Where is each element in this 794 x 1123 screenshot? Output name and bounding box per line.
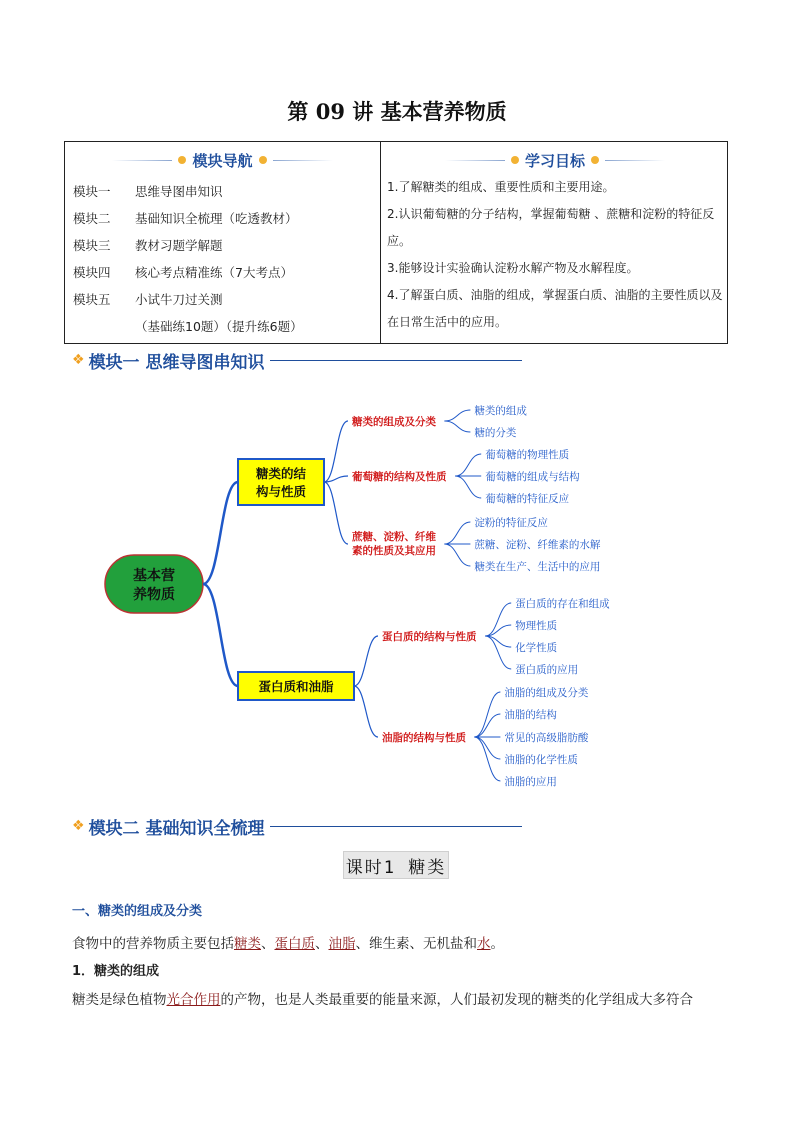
connector-line	[324, 482, 348, 544]
connector-line	[444, 421, 470, 432]
goals-list	[387, 174, 723, 336]
connector-line	[474, 714, 500, 737]
dot-icon	[259, 156, 267, 164]
leaf-label: 糖的分类	[474, 427, 517, 439]
leaf-label: 蛋白质的应用	[515, 664, 579, 676]
leaf-label: 常见的高级脂肪酸	[504, 732, 589, 744]
sub-label: 葡萄糖的结构及性质	[352, 471, 447, 483]
leaf-label: 葡萄糖的组成与结构	[485, 471, 580, 483]
heading-line	[445, 160, 505, 161]
dot-icon	[511, 156, 519, 164]
leaf-label: 葡萄糖的物理性质	[485, 449, 570, 461]
branch-label: 构与性质	[255, 484, 307, 499]
leaf-label: 物理性质	[515, 620, 558, 632]
sub-label: 糖类的组成及分类	[352, 416, 436, 428]
section-2-header	[72, 814, 522, 838]
nav-item: 模块四 核心考点精准练（7大考点）	[73, 265, 293, 280]
section-1-title: 模块一 思维导图串知识	[88, 352, 265, 373]
connector-line	[444, 544, 470, 566]
branch-label: 蛋白质和油脂	[258, 679, 334, 694]
leaf-label: 糖类的组成	[474, 405, 527, 417]
leaf-label: 油脂的应用	[504, 776, 557, 788]
leaf-label: 淀粉的特征反应	[474, 517, 548, 529]
connector-line	[474, 737, 500, 781]
section-2-title: 模块二 基础知识全梳理	[88, 818, 265, 839]
goals-heading-text: 学习目标	[524, 151, 585, 170]
leaf-label: 化学性质	[515, 642, 558, 654]
nav-item: 模块五 小试牛刀过关测	[73, 292, 223, 307]
connector-line	[444, 410, 470, 421]
heading-sugar-composition: 1．糖类的组成	[72, 964, 160, 979]
sub-label: 素的性质及其应用	[352, 545, 436, 557]
heading-line	[112, 160, 172, 161]
leaf-label: 蔗糖、淀粉、纤维素的水解	[474, 539, 601, 551]
lesson-label: 课时1 糖类	[343, 851, 449, 879]
leaf-label: 油脂的化学性质	[504, 754, 578, 766]
dot-icon	[591, 156, 599, 164]
nav-heading-text: 模块导航	[192, 151, 253, 170]
page-title: 第 09 讲 基本营养物质	[287, 99, 507, 124]
heading-composition-classification: 一、糖类的组成及分类	[72, 904, 203, 919]
connector-line	[203, 584, 238, 686]
sub-label: 蛋白质的结构与性质	[382, 631, 477, 643]
connector-line	[354, 636, 378, 686]
heading-line	[273, 160, 333, 161]
mind-map	[72, 382, 650, 802]
section-1-header	[72, 348, 522, 372]
connector-line	[474, 737, 500, 759]
nav-item: 模块三 教材习题学解题	[73, 238, 223, 253]
leaf-label: 蛋白质的存在和组成	[515, 598, 610, 610]
goal-item: 4.了解蛋白质、油脂的组成，掌握蛋白质、油脂的主要性质以及在日常生活中的应用。	[387, 288, 723, 329]
root-label: 基本营	[133, 568, 175, 584]
connector-line	[455, 476, 481, 498]
heading-line	[605, 160, 665, 161]
overview-table	[64, 141, 728, 344]
sub-label: 油脂的结构与性质	[382, 732, 466, 744]
connector-line	[444, 522, 470, 544]
leaf-label: 糖类在生产、生活中的应用	[474, 561, 601, 573]
goals-heading	[381, 148, 729, 172]
nav-item: 模块二 基础知识全梳理（吃透教材）	[73, 211, 298, 226]
nav-heading	[65, 148, 380, 172]
connector-line	[354, 686, 378, 737]
connector-line	[203, 482, 238, 584]
branch-label: 糖类的结	[255, 466, 307, 481]
dot-icon	[178, 156, 186, 164]
table-divider	[380, 142, 381, 343]
section-rule	[270, 826, 522, 827]
root-node	[105, 555, 203, 613]
goal-item: 1.了解糖类的组成、重要性质和主要用途。	[387, 180, 615, 194]
diamond-icon: ❖	[72, 818, 85, 834]
diamond-icon: ❖	[72, 352, 85, 368]
paragraph-sugar: 糖类是绿色植物光合作用的产物，也是人类最重要的能量来源，人们最初发现的糖类的化学组成大多符合	[72, 992, 693, 1008]
nav-item: （基础练10题）（提升练6题）	[135, 319, 303, 334]
paragraph-nutrients: 食物中的营养物质主要包括糖类、蛋白质、油脂、维生素、无机盐和水。	[72, 936, 504, 952]
goal-item: 2.认识葡萄糖的分子结构，掌握葡萄糖 、蔗糖和淀粉的特征反应。	[387, 207, 715, 248]
leaf-label: 葡萄糖的特征反应	[485, 493, 570, 505]
root-label: 养物质	[133, 587, 175, 603]
section-rule	[270, 360, 522, 361]
leaf-label: 油脂的组成及分类	[504, 687, 589, 699]
connector-line	[455, 454, 481, 476]
sub-label: 蔗糖、淀粉、纤维	[352, 531, 436, 543]
goal-item: 3.能够设计实验确认淀粉水解产物及水解程度。	[387, 261, 639, 275]
leaf-label: 油脂的结构	[504, 709, 557, 721]
nav-item: 模块一 思维导图串知识	[73, 184, 223, 199]
connector-line	[324, 421, 348, 482]
